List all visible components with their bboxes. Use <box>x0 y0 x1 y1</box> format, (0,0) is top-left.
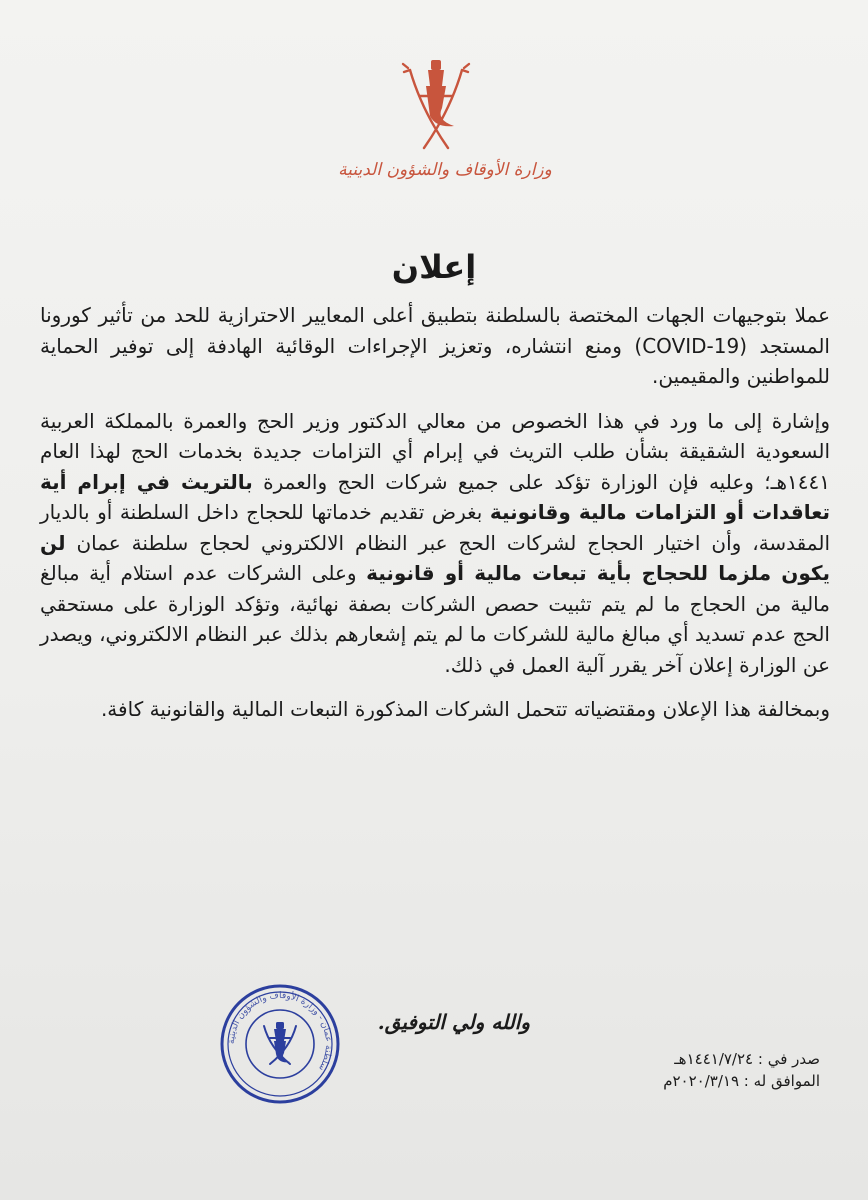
paragraph-text: وبمخالفة هذا الإعلان ومقتضياته تتحمل الشركات المذكورة التبعات المالية والقانونية كافة. <box>100 697 830 721</box>
ministry-seal-stamp <box>218 982 342 1106</box>
paragraph-text: وإشارة إلى ما ورد في هذا الخصوص من معالي الدكتور وزير الحج والعمرة بالمملكة العربية السعودية الشقيقة بشأن طلب التريث في إبرام أي التزامات جديدة بخدمات الحج لهذا العام ١٤٤١هـ؛ وعليه فإن الوزارة تؤكد على جميع شركات الحج والعمرة <box>40 408 830 494</box>
seal-ring-text: سلطنة عمان - وزارة الأوقاف والشؤون الدينية <box>226 990 334 1073</box>
issue-date-gregorian: الموافق له : ٢٠٢٠/٣/١٩م <box>663 1072 820 1090</box>
ministry-name: وزارة الأوقاف والشؤون الدينية <box>338 160 552 180</box>
paragraph-3 <box>40 694 830 725</box>
issue-date-hijri: صدر في : ١٤٤١/٧/٢٤هـ <box>674 1050 820 1068</box>
paragraph-text: عملا بتوجيهات الجهات المختصة بالسلطنة بتطبيق أعلى المعايير الاحترازية للحد من تأثير كورونا المستجد (COVID-19) ومنع انتشاره، وتعزيز الإجراءات الوقائية الهادفة إلى توفير الحماية للمواطنين والمقيمين. <box>40 303 830 388</box>
announcement-title: إعلان <box>391 248 477 286</box>
paragraph-text: وعلى الشركات عدم استلام أية مبالغ مالية من الحجاج ما لم يتم تثبيت حصص الشركات بصفة نهائية، وتؤكد الوزارة على مستحقي الحج عدم تسديد أي مبالغ مالية للشركات ما لم يتم إشعارهم بذلك عبر النظام الالكتروني، ويصدر عن الوزارة إعلان آخر يقرر آلية العمل في ذلك. <box>40 561 830 677</box>
paragraph-2 <box>40 406 830 681</box>
paragraph-bold-text: لن يكون ملزما للحجاج بأية تبعات مالية أو قانونية <box>40 530 831 585</box>
closing-signoff: والله ولي التوفيق. <box>377 1010 530 1034</box>
paragraph-1 <box>40 300 830 392</box>
issue-dates <box>580 1048 820 1092</box>
oman-khanjar-emblem-icon <box>396 56 476 156</box>
paragraph-bold-text: بالتريث في إبرام أية تعاقدات أو التزامات مالية وقانونية <box>40 469 831 524</box>
paragraph-text: بغرض تقديم خدماتها للحجاج داخل السلطنة أو بالديار المقدسة، وأن اختيار الحجاج لشركات الحج عبر النظام الالكتروني لحجاج سلطنة عمان <box>40 500 830 555</box>
announcement-body <box>40 300 830 739</box>
